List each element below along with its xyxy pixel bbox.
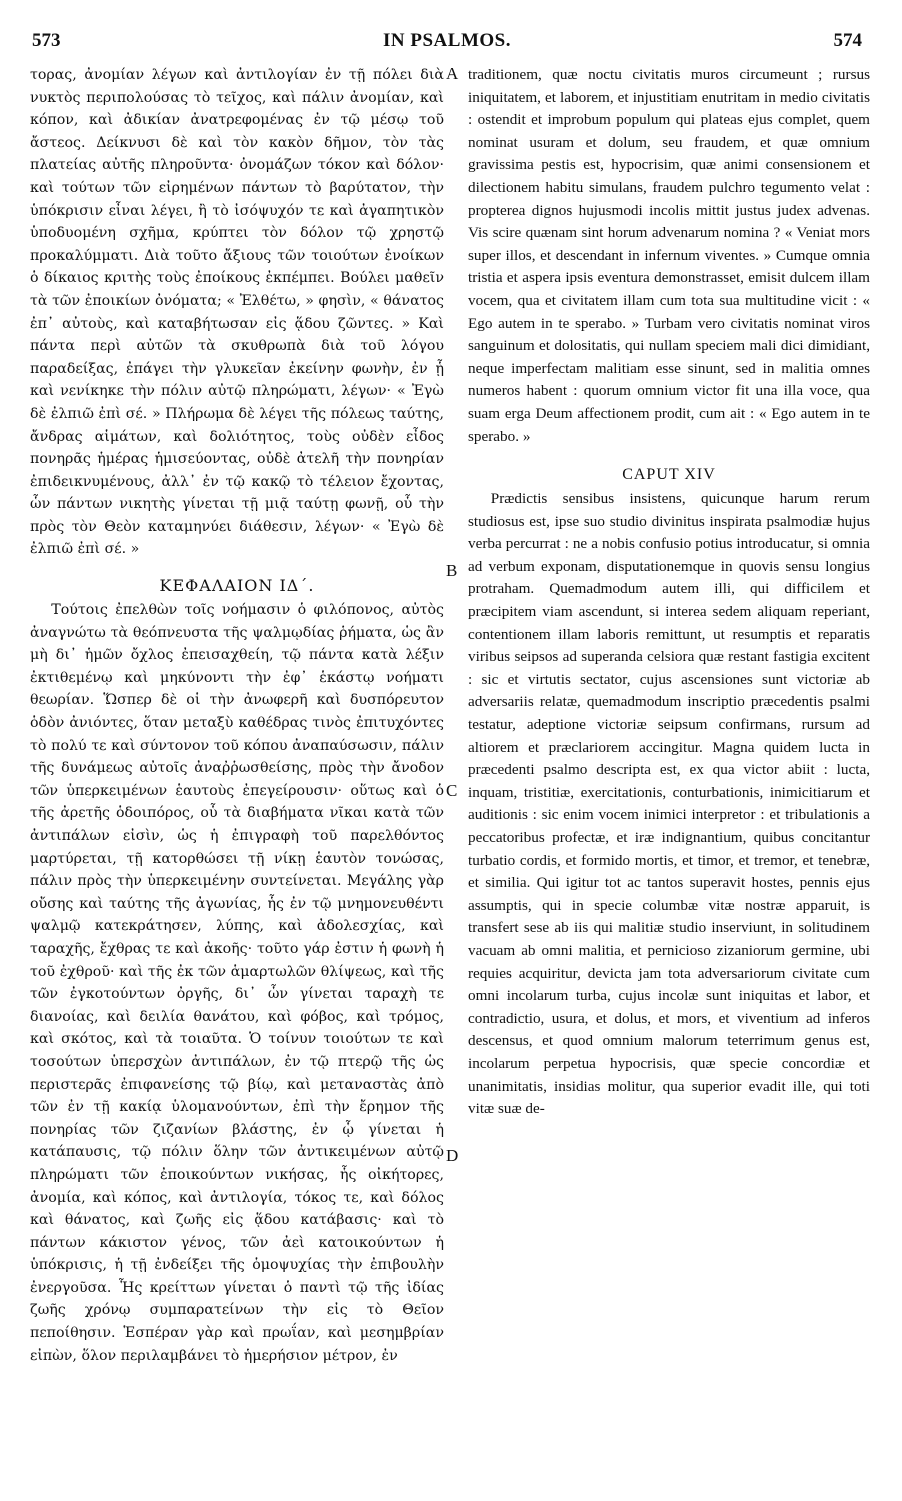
margin-marker-c: C [446, 781, 458, 800]
running-title: IN PSALMOS. [383, 30, 511, 51]
greek-paragraph-2: Τούτοις ἐπελθὼν τοῖς νοήμασιν ὁ φιλόπονος, αὐτὸς ἀναγνώτω τὰ θεόπνευστα τῆς ψαλμῳδίας ῥήματα, ὡς ἂν μὴ δι᾿ ἡμῶν ὄχλος ἐπεισαχθείη, τῷ πάντα κατὰ λέξιν ἐκτιθεμένῳ καὶ μηκύνοντι τὴν ἐφ᾿ ἑκάστῳ νοήματι θεωρίαν. Ὥσπερ δὲ οἱ τὴν ἀνωφερῆ καὶ δυσπόρευτον ὁδὸν ἀνιόντες, ὅταν μεταξὺ καθέδρας τινὸς ἐπιτυχόντες τὸ πολύ τε καὶ σύντονον τοῦ κόπου ἀναπαύσωσιν, πάλιν τῆς δυνάμεως αὐτοῖς ἀναῤῥωσθείσης, πρὸς τὴν ἄνοδον τῶν ὑπερκειμένων ἑαυτοὺς ἐπεγείρουσιν· οὕτως καὶ ὁ τῆς ἀρετῆς ὁδοιπόρος, οὗ τὰ διαβήματα νῖκαι κατὰ τῶν ἀντιπάλων εἰσὶν, ὡς ἡ ἐπιγραφὴ τοῦ παρελθόντος μαρτύρεται, τῇ κατορθώσει τῇ νίκῃ ἑαυτὸν τονώσας, πάλιν πρὸς τὴν ὑπερκειμένην συντείνεται. Μεγάλης γὰρ οὔσης καὶ ταύτης τῆς ἀγωνίας, ἧς ἐν τῷ μνημονευθέντι ψαλμῷ κατεκράτησεν, λύπης, καὶ ἀδολεσχίας, καὶ ταραχῆς, ἔχθρας τε καὶ ἀκοῆς· τοῦτο γάρ ἐστιν ἡ φωνὴ ἡ τοῦ ἐχθροῦ· καὶ τῆς ἐκ τῶν ἁμαρτωλῶν θλίψεως, καὶ τῆς τῶν ἐγκοτούντων ὀργῆς, δι᾿ ὧν γίνεται ταραχὴ τε διανοίας, καὶ δειλία θανάτου, καὶ φόβος, καὶ τρόμος, καὶ σκότος, καὶ τὰ τοιαῦτα. Ὁ τοίνυν τοιούτων τε καὶ τοσούτων ὑπερσχὼν ἀντιπάλων, ἐν τῷ πτερῷ τῆς ὡς περιστερᾶς ἐπιφανείσης τῷ βίῳ, καὶ μεταναστὰς ἀπὸ τῶν ἐν τῇ κακίᾳ ὑλομανούντων, ἐπὶ τὴν ἔρημον τῆς πονηρίας τῶν ζιζανίων βλάστης, ἐν ᾧ γίνεται ἡ κατάπαυσις, τῷ πόλιν ὅλην τῶν ἀντικειμένων αὐτῷ πληρώματι τῶν ἐποικούντων νικήσας, ἧς οἰκήτορες, ἀνομία, καὶ κόπος, καὶ ἀντιλογία, τόκος τε, καὶ δόλος καὶ θάνατος, καὶ ζωῆς εἰς ᾅδου κατάβασις· καὶ τὸ πάντων κάκιστον γένος, τῶν ἀεὶ κατοικούντων ἡ ὑπόκρισις, ἡ τῇ ἐνδείξει τῆς ὁμοψυχίας τὴν ἐπιβουλὴν ἐνεργοῦσα. Ἧς κρείττων γίνεται ὁ παντὶ τῷ τῆς ἰδίας ζωῆς χρόνῳ συμπαρατείνων τὴν εἰς τὸ Θεῖον πεποίθησιν. Ἑσπέραν γὰρ καὶ πρωΐαν, καὶ μεσημβρίαν εἰπὼν, ὅλον περιλαμβάνει τὸ ἡμερήσιον μέτρον, ἐν [30, 602, 444, 1364]
page-number-right: 574 [833, 30, 862, 51]
margin-marker-a: A [446, 64, 459, 83]
page-header [32, 30, 862, 58]
latin-chapter-title: CAPUT XIV [622, 466, 716, 484]
page-number-left: 573 [32, 30, 61, 51]
margin-marker-b: B [446, 561, 458, 580]
margin-marker-d: D [446, 1146, 459, 1165]
latin-paragraph-1: traditionem, quæ noctu civitatis muros circumeunt ; rursus iniquitatem, et laborem, et injustitiam enutritam in medio civitatis : ostendit et improbum populum qui plateas ejus complet, quem nominat usuram et dolum, seu fraudem, et quæ omnium gravissima pestis est, hypocrisim, quæ animi consensionem et dilectionem habitu simulans, fraudem pulchro tegumento velat : propterea dignos hujusmodi incolis mittit justus judex advenas. Vis scire quænam sint horum advenarum nomina ? « Veniat mors super illos, et descendant in infernum viventes. » Cumque omnia tristia et aspera ipsis eventura demonstrasset, emisit dulcem illam vocem, qua et civitatem illam cum tota sua multitudine vicit : « Ego autem in te sperabo. » Turbam vero civitatis nominat viros sanguinum et dolositatis, qui nullam speciem mali dici dimidiant, neque imperfectam malitiam esse sinunt, sed in malitia omnes numeros habent : quorum omnium victor fit una illa voce, qua suam erga Deum affectionem prodit, cum ait : « Ego autem in te sperabo. » [468, 66, 870, 445]
greek-chapter-title: ΚΕΦΑΛΑΙΟΝ ΙΔ΄. [159, 576, 315, 596]
greek-paragraph-1: τορας, ἀνομίαν λέγων καὶ ἀντιλογίαν ἐν τῇ πόλει διὰ νυκτὸς περιπολούσας τὸ τεῖχος, καὶ πάλιν ἀνομίαν, καὶ κόπον, καὶ ἀδικίαν ἀνατρεφομένας ἐν τῷ μέσῳ τοῦ ἄστεος. Δείκνυσι δὲ καὶ τὸν κακὸν δῆμον, τὸν τὰς πλατείας αὐτῆς πληροῦντα· ὀνομάζων τόκον καὶ δόλον· καὶ τούτων τῶν εἰρημένων πάντων τὸ βαρύτατον, τὴν ὑπόκρισιν εἶναι λέγει, ἢ τὸ ἰσόψυχόν τε καὶ ἀγαπητικὸν ὑποδυομένη σχῆμα, κρύπτει τὸν δόλον τῷ χρηστῷ προκαλύμματι. Διὰ τοῦτο ἄξιους τῶν τοιούτων ἐνοίκων ὁ δίκαιος κριτὴς τοὺς ἐποίκους ἐκπέμπει. Βούλει μαθεῖν τὰ τῶν ἐποικίων ὀνόματα; « Ἐλθέτω, » φησὶν, « θάνατος ἐπ᾿ αὐτοὺς, καὶ καταβήτωσαν εἰς ᾅδου ζῶντες. » Καὶ πάντα περὶ αὐτῶν τὰ σκυθρωπὰ διὰ τοῦ λόγου παραδείξας, ἐπάγει τὴν γλυκεῖαν ἐκείνην φωνὴν, ἐν ᾗ καὶ νενίκηκε τὴν πόλιν αὐτῷ πληρώματι, λέγων· « Ἐγὼ δὲ ἐλπιῶ ἐπὶ σέ. » Πλήρωμα δὲ λέγει τῆς πόλεως ταύτης, ἄνδρας αἱμάτων, καὶ δολιότητος, τοὺς οὐδὲν εἶδος πονηρᾶς ἡμέρας ἡμισεύοντας, οὐδὲ ἀτελῆ τὴν πονηρίαν ἐπιδεικνυμένους, ἀλλ᾿ ἐν τῷ κακῷ τὸ τέλειον ἔχοντας, ὧν πάντων νικητὴς γίνεται τῇ μιᾷ ταύτῃ φωνῇ, οὗ τὴν πρὸς τὸν Θεὸν καταμηνύει διάθεσιν, λέγων· « Ἐγὼ δὲ ἐλπιῶ ἐπὶ σέ. » [30, 67, 444, 558]
latin-column [468, 64, 870, 1121]
greek-column [30, 64, 444, 1367]
latin-paragraph-2: Prædictis sensibus insistens, quicunque harum rerum studiosus est, ipse suo studio divinitus inspirata psalmodiæ hujus verba percurrat : ne a nobis confusio potius introducatur, si omnia ad verbum exponam, disputationemque in quovis sensu longius protraham. Quemadmodum autem illi, qui difficilem et præcipitem viam ascendunt, si interea sedem aliquam reperiant, contentionem illam laboris remittunt, ut resumptis et reparatis viribus seipsos ad superanda celsiora quæ restant fastigia excitent : sic et virtutis sectator, cujus ascensiones sunt victoriæ ab adversariis relatæ, quemadmodum inscriptio præcedentis psalmi testatur, adeptione victoriæ seipsum confirmans, rursum ad altiorem et præclariorem accingitur. Magna quidem lucta in præcedenti psalmo descripta est, ex qua victor abiit : lucta, inquam, tristitiæ, exercitationis, conturbationis, inimicitiarum et auditionis : sic enim vocem inimici interpretor : et tribulationis a peccatoribus profectæ, et iræ indignantium, quibus concitantur turbatio cordis, et formido mortis, et timor, et tremor, et tenebræ, et similia. Qui igitur tot ac tantos superavit hostes, pennis ejus assumptis, qui in specie columbæ vitæ nostræ apparuit, is transfert sese ab iis qui malitiæ studio inserviunt, in solitudinem vacuam ab omni malitia, et pernicioso zizaniorum germine, ubi requies acquiritur, devicta jam tota adversariorum civitate cum omni incolarum turba, cujus incolæ sunt iniquitas et labor, et contradictio, usura, et dolus, et mors, et viventium ad inferos descensus, et quod omnium malorum teterrimum genus est, incolarum perpetua hypocrisis, quæ specie concordiæ et unanimitatis, insidias molitur, qua superior evadit ille, qui toti vitæ suæ de- [468, 490, 870, 1118]
